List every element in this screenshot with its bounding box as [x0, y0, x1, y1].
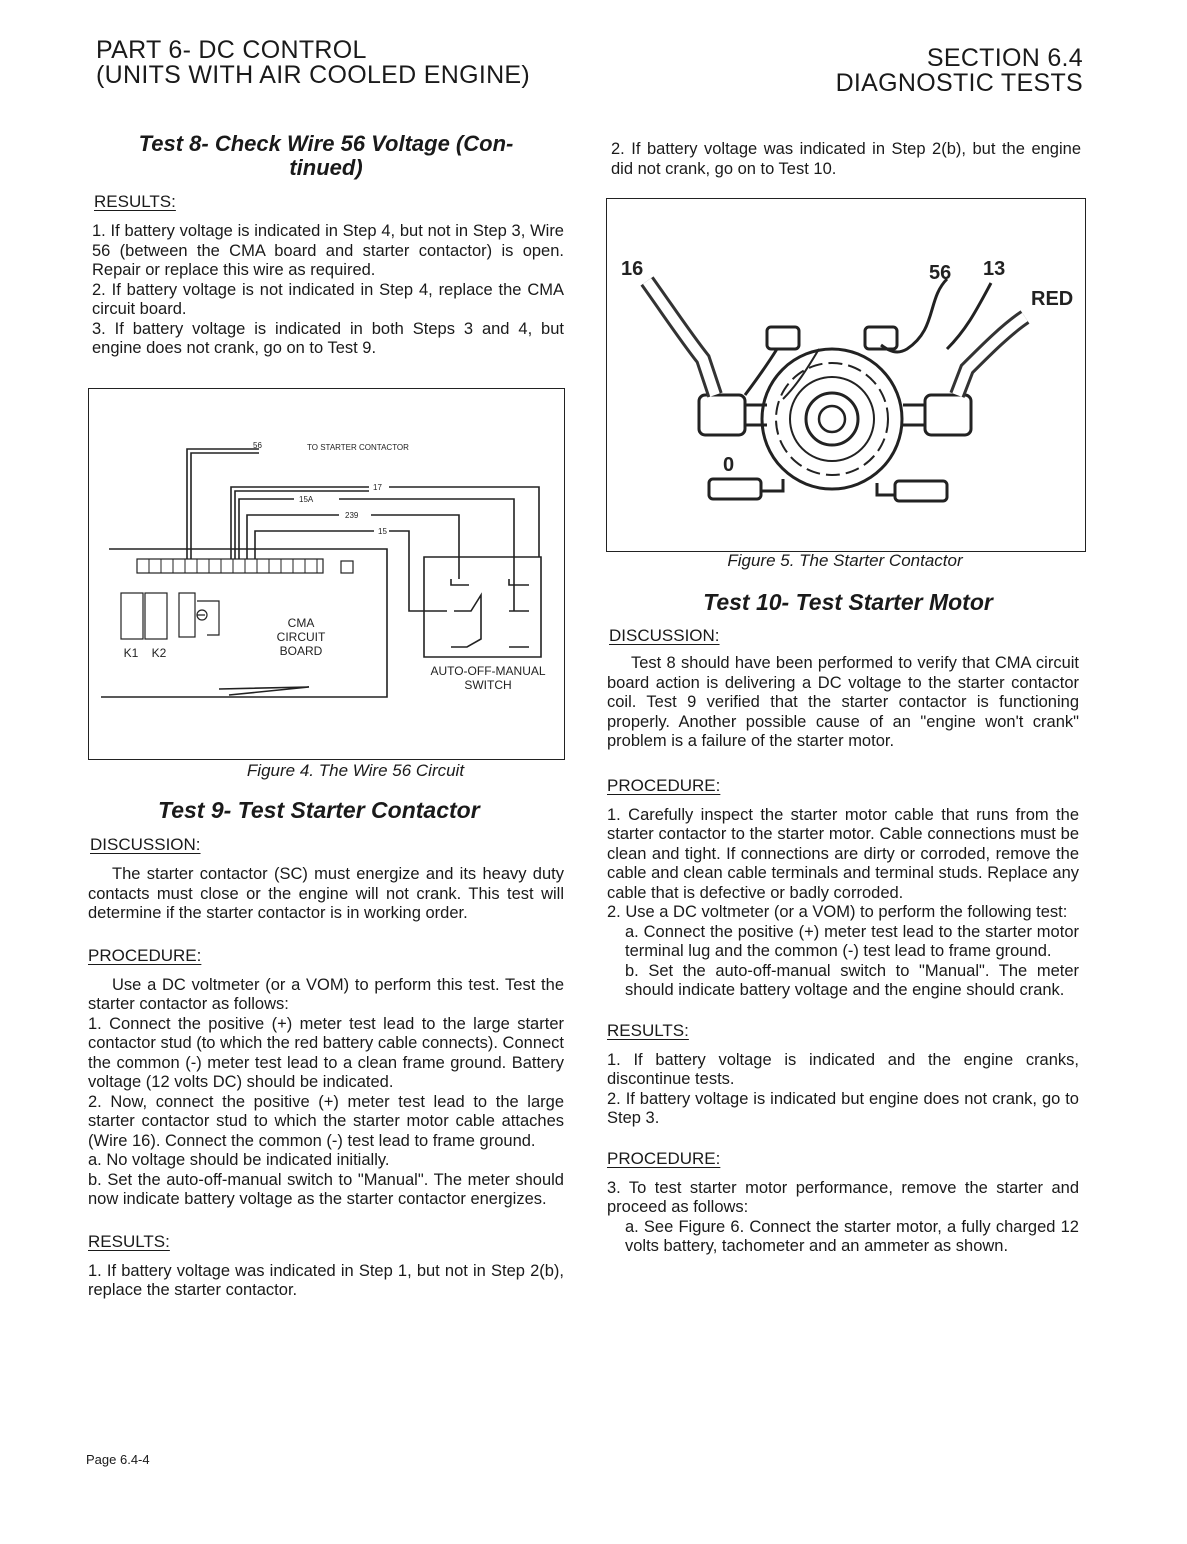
label-13: 13 [983, 258, 1006, 280]
section-title: SECTION 6.4 [926, 44, 1083, 72]
test9-discussion-heading: DISCUSSION: [90, 835, 201, 854]
test9-title: Test 9- Test Starter Contactor [158, 797, 480, 823]
test8-results-heading: RESULTS: [94, 192, 176, 211]
label-56: 56 [929, 262, 952, 284]
page-number: Page 6.4-4 [86, 1452, 150, 1467]
part-subtitle: (UNITS WITH AIR COOLED ENGINE) [96, 61, 531, 89]
section-subtitle: DIAGNOSTIC TESTS [835, 69, 1083, 97]
test9-results-heading: RESULTS: [88, 1231, 170, 1251]
test8-title-line2: tinued) [289, 155, 363, 180]
test9-procedure-step2a: a. No voltage should be indicated initially. [88, 1151, 390, 1169]
test10-procedure-step1: 1. Carefully inspect the starter motor cable that runs from the starter contactor to the starter motor. Cable connections must be clean and tight. If connections are dirty or corroded, remove the cable and clean cable terminals and terminal studs. Replace any cable that is defective or badly corroded. [607, 805, 1079, 902]
test8-title-line1: Test 8- Check Wire 56 Voltage (Con- [138, 131, 514, 156]
wire56-label: 56 [253, 441, 262, 450]
board-label-line2: CIRCUIT [276, 630, 326, 644]
test8-result-1: 1. If battery voltage is indicated in Step 4, but not in Step 3, Wire 56 (between the CMA board and starter contactor) is open. Repair or replace this wire as required. [92, 222, 564, 279]
test9-procedure-step2b: b. Set the auto-off-manual switch to "Manual". The meter should now indicate battery voltage as the starter contactor energizes. [88, 1170, 564, 1208]
test8-section [88, 132, 564, 359]
test10-procedure-step3: 3. To test starter motor performance, remove the starter and proceed as follows: [607, 1178, 1079, 1216]
test9-discussion: The starter contactor (SC) must energize and its heavy duty contacts must close or the engine will not crank. This test will determine if the starter contactor is in working order. [88, 865, 564, 922]
test9-procedure-intro: Use a DC voltmeter (or a VOM) to perform this test. Test the starter contactor as follows: [88, 975, 564, 1013]
relay-k1-label: K1 [123, 646, 139, 660]
test10-procedure-step2a: a. Connect the positive (+) meter test lead to the starter motor terminal lug and the common (-) test lead to frame ground. [625, 922, 1079, 960]
test9-procedure-step1: 1. Connect the positive (+) meter test lead to the large starter contactor stud (to which the red battery cable connects). Connect the common (-) meter test lead to a clean frame ground. Battery voltage (12 volts DC) should be indicated. [88, 1014, 565, 1091]
wire56-circuit-diagram [89, 389, 564, 759]
test9-procedure-heading: PROCEDURE: [88, 945, 202, 965]
test8-result-2: 2. If battery voltage is not indicated in Step 4, replace the CMA circuit board. [92, 280, 564, 318]
label-red: RED [1031, 288, 1074, 310]
to-contactor-label: TO STARTER CONTACTOR [307, 443, 409, 452]
wire17-label: 17 [373, 483, 382, 492]
test10-procedure2-heading: PROCEDURE: [607, 1148, 721, 1168]
test10-discussion: Test 8 should have been performed to verify that CMA circuit board action is delivering a DC voltage to the starter contactor coil. Test 9 verified that the starter contactor is functioning properly. Another possible cause of an "engine won't crank" problem is a failure of the starter motor. [607, 654, 1079, 750]
switch-label-line2: SWITCH [464, 678, 512, 692]
test10-results-heading: RESULTS: [607, 1020, 689, 1040]
test10-procedure-step3a: a. See Figure 6. Connect the starter motor, a fully charged 12 volts battery, tachometer and an ammeter as shown. [625, 1217, 1079, 1255]
test9-result-1: 1. If battery voltage was indicated in Step 1, but not in Step 2(b), replace the starter contactor. [88, 1261, 564, 1299]
figure5-starter-contactor [606, 198, 1086, 552]
test10-procedure-step2b: b. Set the auto-off-manual switch to "Manual". The meter should indicate battery voltage and the engine should crank. [625, 961, 1079, 999]
figure4-wire56-circuit [88, 388, 565, 760]
test10-result-2: 2. If battery voltage is indicated but engine does not crank, go to Step 3. [607, 1089, 1079, 1127]
test10-discussion-heading: DISCUSSION: [609, 626, 720, 645]
test10-result-1: 1. If battery voltage is indicated and the engine cranks, discontinue tests. [607, 1050, 1079, 1088]
part-title: PART 6- DC CONTROL [96, 36, 367, 64]
test9-result-2: 2. If battery voltage was indicated in Step 2(b), but the engine did not crank, go on to Test 10. [611, 140, 1081, 178]
board-label-line3: BOARD [279, 644, 323, 658]
wire15-label: 15 [378, 527, 387, 536]
board-label-line1: CMA [287, 616, 315, 630]
test8-result-3: 3. If battery voltage is indicated in both Steps 3 and 4, but engine does not crank, go on to Test 9. [92, 319, 564, 357]
test9-result-2-block [611, 140, 1081, 179]
test10-procedure-step2: 2. Use a DC voltmeter (or a VOM) to perform the following test: [607, 903, 1068, 921]
label-0: 0 [723, 454, 735, 476]
test10-title: Test 10- Test Starter Motor [703, 589, 993, 615]
wire15a-label: 15A [299, 495, 314, 504]
figure5-caption: Figure 5. The Starter Contactor [727, 551, 963, 570]
starter-contactor-drawing [607, 199, 1085, 551]
relay-k2-label: K2 [151, 646, 167, 660]
part-heading [96, 38, 530, 88]
figure4-caption: Figure 4. The Wire 56 Circuit [246, 761, 465, 780]
label-16: 16 [621, 258, 644, 280]
test10-procedure-heading: PROCEDURE: [607, 775, 721, 795]
switch-label-line1: AUTO-OFF-MANUAL [430, 664, 546, 678]
test10-section [607, 590, 1079, 1257]
test9-procedure-step2: 2. Now, connect the positive (+) meter test lead to the large starter contactor stud to which the starter motor cable attaches (Wire 16). Connect the common (-) test lead to frame ground. [88, 1092, 564, 1150]
section-heading [836, 46, 1083, 96]
wire239-label: 239 [345, 511, 359, 520]
test8-title [88, 132, 564, 180]
test9-section [88, 798, 564, 1301]
